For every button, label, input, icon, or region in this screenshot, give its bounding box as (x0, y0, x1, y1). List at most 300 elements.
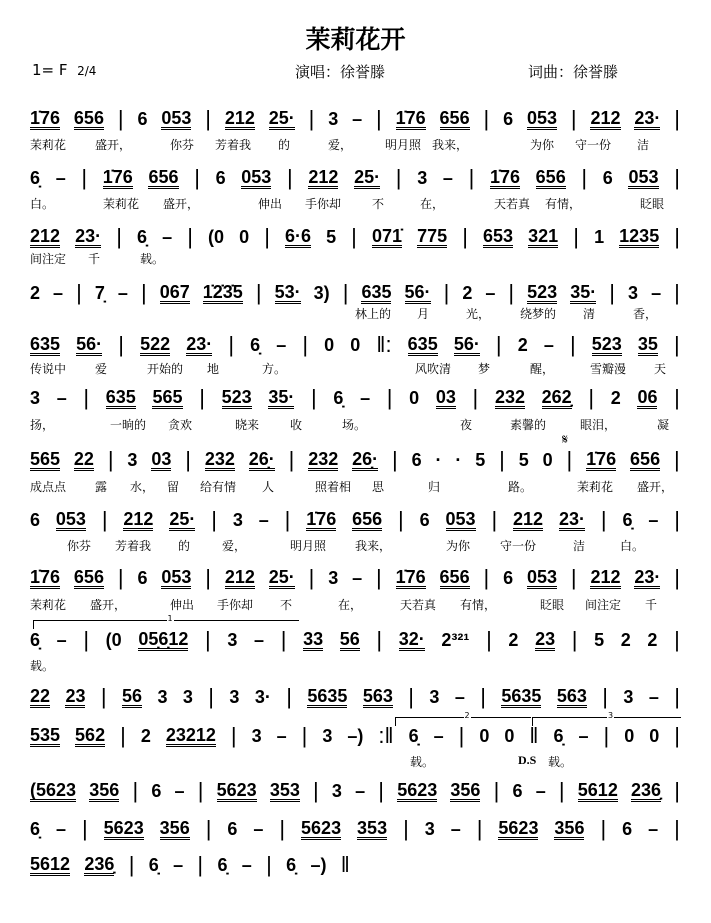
barline: | (117, 106, 124, 131)
note-group: 053 (445, 508, 476, 529)
note-group: 1̇2̇3̇5 (202, 281, 243, 302)
note-group: – (55, 818, 66, 839)
note-group: 656 (148, 166, 179, 187)
note-group: 236̣ (84, 853, 115, 874)
note-group: 3 (417, 167, 428, 188)
notation-row (30, 282, 680, 304)
note-group: 0 (239, 226, 250, 247)
barline: | (280, 627, 287, 652)
lyric: 爱， (222, 539, 247, 553)
note-group: 03 (151, 448, 172, 469)
barline: | (286, 684, 292, 709)
note-group: 5612 (30, 853, 71, 874)
note-group: 1̇76 (102, 166, 133, 187)
lyric: 你芬 (67, 539, 92, 553)
note-group: 2 (462, 282, 473, 303)
barline: | (118, 332, 124, 357)
note-group: 6 (602, 167, 613, 188)
notation-row (30, 854, 350, 876)
note-group: 6 (503, 108, 514, 129)
barline: | (120, 723, 126, 748)
lyric: 林上的 (355, 307, 392, 321)
note-group: 6̣ (30, 818, 41, 839)
note-group: 3 (322, 725, 333, 746)
note-group: 635 (361, 281, 392, 302)
note-group: 635 (407, 333, 438, 354)
lyric: 香， (633, 307, 658, 321)
note-group: 3 (182, 686, 193, 707)
note-group: 5635 (501, 685, 542, 706)
barline: | (600, 507, 607, 532)
note-group: 356 (554, 817, 585, 838)
lyric: 晓来 (235, 418, 260, 432)
lyric: 天 (654, 362, 667, 376)
note-group: 356 (159, 817, 190, 838)
note-group: 3 (127, 449, 138, 470)
dal-segno-mark: D.S (518, 753, 537, 767)
note-group: 56· (404, 281, 431, 302)
note-group: 1̇76 (395, 107, 426, 128)
lyric: 梦 (478, 362, 491, 376)
lyric: 白。 (620, 539, 645, 553)
lyric: 思 (372, 480, 385, 494)
note-group: 6̣ (148, 854, 159, 875)
barline: | (205, 565, 211, 590)
note-group: – (117, 282, 128, 303)
note-group: 523 (591, 333, 622, 354)
note-group: – (352, 108, 363, 129)
lyric: 留 (167, 480, 180, 494)
lyric: 明月照 (290, 539, 327, 553)
note-group: 656 (439, 566, 470, 587)
note-group: 6 (503, 567, 514, 588)
barline: | (117, 565, 124, 590)
barline: | (570, 565, 577, 590)
note-group: 3 (424, 818, 435, 839)
lyric: 风吹清 (415, 362, 452, 376)
lyric: 给有情 (200, 480, 237, 494)
note-group: 26̣· (248, 448, 275, 469)
barline: | (308, 565, 315, 590)
note-group: 053 (55, 508, 86, 529)
note-group: 232 (308, 448, 339, 469)
barline: | (288, 447, 295, 472)
barline: | (571, 627, 578, 652)
notation-row (30, 387, 680, 409)
barline: | (573, 224, 579, 249)
lyric: 载。 (548, 755, 573, 769)
note-group: – (352, 567, 363, 588)
lyric: 方。 (262, 362, 287, 376)
lyric: 守一份 (575, 138, 612, 152)
note-group: 2³²¹ (441, 629, 470, 650)
barline: | (609, 280, 615, 305)
note-group: 6 (419, 509, 430, 530)
volta-number: 2 (464, 711, 470, 720)
note-group: – (355, 780, 366, 801)
note-group: – (535, 780, 546, 801)
note-group: 0 (624, 725, 635, 746)
song-title: 茉莉花开 (305, 25, 406, 54)
note-group: 6 (622, 818, 633, 839)
note-group: 2 (30, 282, 41, 303)
note-group: 565 (30, 448, 61, 469)
note-group: – (485, 282, 496, 303)
barline: | (302, 332, 309, 357)
note-group: 6 (137, 567, 148, 588)
note-group: 6̣ (622, 509, 633, 530)
note-group: 653 (483, 225, 514, 246)
note-group: 6 (411, 449, 422, 470)
note-group: 23· (634, 566, 661, 587)
barline: | (228, 332, 235, 357)
note-group: 03 (435, 386, 456, 407)
notation-row (30, 629, 680, 651)
note-group: (5623 (30, 779, 77, 800)
note-group: 353 (269, 779, 300, 800)
barline: | (301, 723, 308, 748)
note-group: – (648, 686, 659, 707)
lyric: 不 (280, 598, 293, 612)
lyric: 月 (417, 307, 430, 321)
note-group: 5 (475, 449, 486, 470)
lyric: 眨眼 (540, 598, 565, 612)
barline: ‖ (340, 852, 350, 877)
volta-number: 1 (167, 614, 173, 623)
barline: | (395, 165, 402, 190)
notation-row (30, 725, 680, 747)
lyric: 露 (95, 480, 108, 494)
lyric: 盛开， (90, 598, 127, 612)
barline: | (185, 447, 191, 472)
note-group: · (435, 449, 442, 470)
note-group: 236̣ (631, 779, 662, 800)
lyric: 的 (178, 539, 191, 553)
barline: | (491, 507, 498, 532)
note-group: –) (347, 725, 364, 746)
lyric: 清 (583, 307, 596, 321)
note-group: 5623 (498, 817, 539, 838)
barline: | (287, 165, 293, 190)
note-group: 3 (623, 686, 634, 707)
lyric: 扬， (30, 418, 55, 432)
note-group: 25· (169, 508, 196, 529)
note-group: 35· (268, 386, 295, 407)
note-group: 1̇76 (30, 566, 61, 587)
lyric: 素馨的 (510, 418, 547, 432)
barline: | (558, 778, 565, 803)
barline: | (403, 816, 409, 841)
barline: | (197, 852, 204, 877)
lyric: 场。 (342, 418, 367, 432)
lyric: 收 (290, 418, 303, 432)
barline: | (493, 778, 500, 803)
key-label: 1= F (32, 61, 68, 79)
note-group: 3 (30, 387, 41, 408)
note-group: 23 (535, 628, 556, 649)
note-group: 3 (331, 780, 342, 801)
note-group: 23 (65, 685, 86, 706)
note-group: 212 (123, 508, 154, 529)
note-group: 5623 (397, 779, 438, 800)
note-group: 25· (268, 566, 295, 587)
notation-row (30, 449, 680, 471)
barline: | (128, 852, 135, 877)
barline: | (81, 165, 88, 190)
lyric: 眼泪， (580, 418, 617, 432)
barline: | (495, 332, 502, 357)
lyric: 间注定 (30, 252, 67, 266)
note-group: – (454, 686, 465, 707)
note-group: 3 (157, 686, 168, 707)
note-group: 56 (122, 685, 143, 706)
lyric: 为你 (530, 138, 555, 152)
segno-icon: 𝄋 (562, 432, 569, 448)
note-group: 212 (224, 566, 255, 587)
barline: | (674, 280, 680, 305)
note-group: 6̣ (286, 854, 297, 875)
barline: | (311, 385, 317, 410)
lyric: 地 (207, 362, 220, 376)
note-group: 35· (570, 281, 597, 302)
note-group: – (648, 509, 659, 530)
note-group: 23· (558, 508, 585, 529)
note-group: 232 (204, 448, 235, 469)
note-group: 7̣ (94, 282, 105, 303)
barline: | (187, 224, 193, 249)
lyric: 一晌的 (110, 418, 147, 432)
lyric: 千 (88, 252, 101, 266)
barline: | (351, 224, 357, 249)
note-group: 3 (227, 629, 238, 650)
barline: | (378, 778, 385, 803)
note-group: · (455, 449, 462, 470)
note-group: – (241, 854, 252, 875)
barline: | (674, 165, 680, 190)
barline: | (376, 106, 382, 131)
barline: | (674, 106, 680, 131)
note-group: – (56, 387, 67, 408)
barline: | (76, 280, 82, 305)
lyric: 芳着我 (215, 138, 252, 152)
note-group: 6̣ (333, 387, 344, 408)
barline: | (480, 684, 486, 709)
barline: | (569, 332, 576, 357)
note-group: 053 (161, 566, 192, 587)
note-group: 6̣ (553, 725, 564, 746)
lyric: 的 (278, 138, 291, 152)
lyric: 开始的 (147, 362, 184, 376)
barline: | (132, 778, 139, 803)
note-group: 23· (75, 225, 102, 246)
note-group: 775 (417, 225, 448, 246)
note-group: 6̣ (137, 226, 148, 247)
barline: | (462, 224, 468, 249)
note-group: 2 (647, 629, 658, 650)
note-group: 6̣ (30, 167, 41, 188)
note-group: 6 (215, 167, 226, 188)
barline: | (486, 627, 492, 652)
note-group: 6̣ (408, 725, 419, 746)
note-group: 23212 (165, 724, 216, 745)
note-group: 053 (526, 107, 557, 128)
note-group: 56· (453, 333, 480, 354)
barline: ‖: (376, 332, 392, 357)
note-group: 35 (637, 333, 658, 354)
barline: | (483, 565, 490, 590)
note-group: 5 (594, 629, 605, 650)
barline: | (499, 447, 505, 472)
note-group: 656 (73, 107, 104, 128)
note-group: 23· (634, 107, 661, 128)
lyric: 我来， (432, 138, 469, 152)
note-group: 1̇76 (395, 566, 426, 587)
barline: | (386, 385, 393, 410)
note-group: 6 (30, 509, 41, 530)
note-group: (0 (105, 629, 122, 650)
barline: | (83, 627, 90, 652)
note-group: 2 (620, 629, 631, 650)
lyric: 眨眼 (640, 197, 665, 211)
barline: | (116, 224, 122, 249)
note-group: 0 (479, 725, 490, 746)
note-group: 6 (512, 780, 523, 801)
lyric: 我来， (355, 539, 392, 553)
barline: | (255, 280, 262, 305)
note-group: 05̣6̣12 (138, 628, 189, 649)
note-group: 067 (159, 281, 190, 302)
lyric: 醒， (530, 362, 555, 376)
barline: | (581, 165, 588, 190)
lyric: 芳着我 (115, 539, 152, 553)
note-group: 3) (313, 282, 330, 303)
note-group: 3 (328, 567, 339, 588)
note-group: 56· (76, 333, 103, 354)
note-group: 1̇76 (30, 107, 61, 128)
note-group: 32· (398, 628, 425, 649)
note-group: 522 (140, 333, 171, 354)
note-group: 23· (186, 333, 213, 354)
lyric: 爱 (95, 362, 108, 376)
note-group: 1̇76 (586, 448, 617, 469)
lyric: 茉莉花 (30, 598, 67, 612)
lyric: 在， (420, 197, 445, 211)
note-group: 053 (526, 566, 557, 587)
lyric: 伸出 (170, 598, 195, 612)
note-group: 2 (140, 725, 151, 746)
barline: | (673, 447, 680, 472)
note-group: 6̣ (30, 629, 41, 650)
barline: | (107, 447, 114, 472)
note-group: 6̣ (250, 334, 261, 355)
note-group: 212 (30, 225, 61, 246)
note-group: 5612 (577, 779, 618, 800)
note-group: 565 (152, 386, 183, 407)
note-group: 33 (303, 628, 324, 649)
barline: | (208, 684, 214, 709)
note-group: – (651, 282, 662, 303)
lyric: 洁 (637, 138, 650, 152)
notation-row (30, 509, 680, 531)
lyric: 明月照 (385, 138, 422, 152)
note-group: 053 (161, 107, 192, 128)
barline: | (443, 280, 450, 305)
note-group: 6 (227, 818, 238, 839)
notation-row (30, 226, 680, 248)
lyric: 有情， (460, 598, 497, 612)
barline: | (674, 224, 680, 249)
note-group: 353 (357, 817, 388, 838)
barline: | (313, 778, 319, 803)
lyric: 爱， (328, 138, 353, 152)
note-group: 635 (30, 333, 61, 354)
note-group: – (56, 629, 67, 650)
lyric: 茉莉花 (577, 480, 614, 494)
note-group: 56 (339, 628, 360, 649)
lyric: 不 (372, 197, 385, 211)
lyric: 盛开， (95, 138, 132, 152)
lyric: 茉莉花 (30, 138, 67, 152)
barline: | (81, 816, 88, 841)
note-group: 0 (504, 725, 515, 746)
barline: | (468, 165, 475, 190)
barline: | (101, 507, 108, 532)
composer-credit: 词曲：徐誉滕 (528, 63, 619, 81)
note-group: 5 (518, 449, 529, 470)
barline: | (603, 723, 610, 748)
note-group: 3 (232, 509, 243, 530)
note-group: – (162, 226, 173, 247)
lyric: 间注定 (585, 598, 622, 612)
barline: | (570, 106, 577, 131)
note-group: 212 (590, 566, 621, 587)
note-group: – (450, 818, 461, 839)
lyric: 路。 (508, 480, 533, 494)
note-group: – (276, 334, 287, 355)
volta-number: 3 (608, 711, 614, 720)
notation-row (30, 818, 680, 840)
barline: :‖ (378, 723, 394, 748)
note-group: – (253, 818, 264, 839)
lyric: 光， (466, 307, 491, 321)
barline: | (211, 507, 217, 532)
barline: ‖ (529, 723, 539, 748)
lyric: 你芬 (170, 138, 195, 152)
note-group: (0 (208, 226, 225, 247)
note-group: – (258, 509, 269, 530)
lyric: 手你却 (217, 598, 254, 612)
note-group: 0 (649, 725, 660, 746)
note-group: – (442, 167, 453, 188)
note-group: 3 (628, 282, 639, 303)
note-group: – (648, 818, 659, 839)
barline: | (266, 852, 272, 877)
lyric: 夜 (460, 418, 473, 432)
note-group: 212 (513, 508, 544, 529)
note-group: 563 (362, 685, 393, 706)
note-group: 563 (556, 685, 587, 706)
note-group: 25· (354, 166, 381, 187)
notation-row (30, 567, 680, 589)
barline: | (674, 684, 680, 709)
note-group: 5635 (307, 685, 348, 706)
note-group: – (578, 725, 589, 746)
lyric: 载。 (140, 252, 165, 266)
note-group: 26̣· (352, 448, 379, 469)
note-group: 0 (324, 334, 335, 355)
lyric: 成点点 (30, 480, 67, 494)
note-group: 3 (229, 686, 240, 707)
